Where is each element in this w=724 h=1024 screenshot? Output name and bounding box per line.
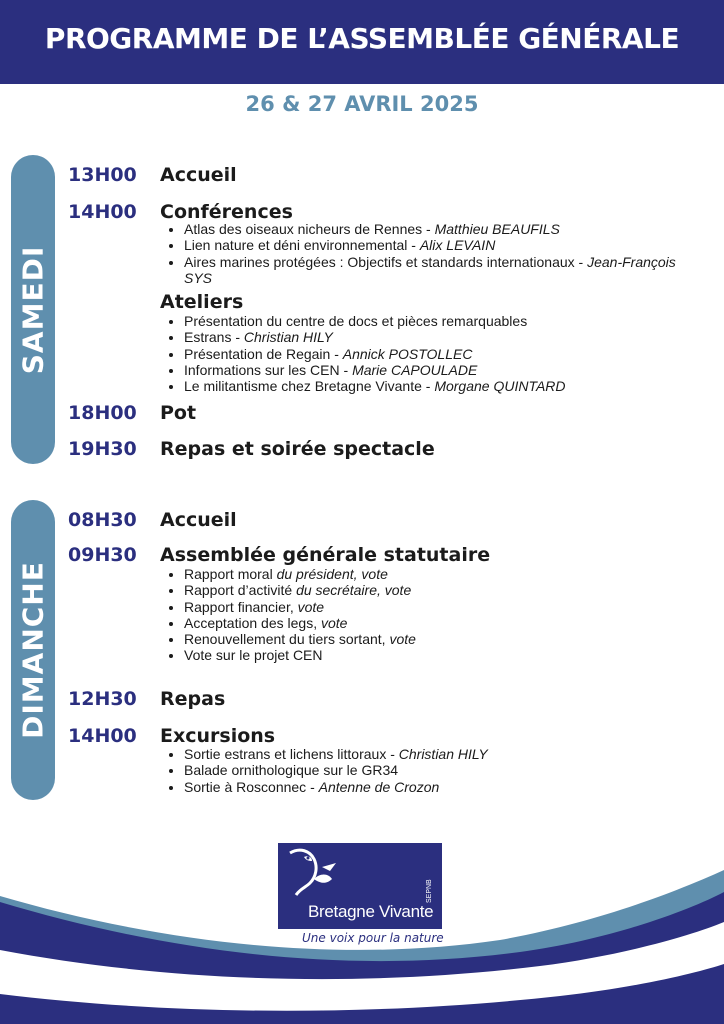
list-item: • Présentation de Regain - Annick POSTOLLEC xyxy=(184,346,704,362)
day-label-sunday: DIMANCHE xyxy=(16,561,50,739)
conference-list xyxy=(160,221,704,286)
schedule-time: 09H30 xyxy=(68,544,137,566)
schedule-title: Excursions xyxy=(160,725,276,747)
schedule-title: Accueil xyxy=(160,509,237,531)
list-item: • Rapport financier, vote xyxy=(184,599,704,615)
schedule-time: 19H30 xyxy=(68,438,137,460)
schedule-time: 12H30 xyxy=(68,688,137,710)
schedule-title: Conférences xyxy=(160,201,293,223)
list-item: • Estrans - Christian HILY xyxy=(184,329,704,345)
day-tab-sunday xyxy=(11,500,55,800)
bretagne-vivante-logo xyxy=(278,843,442,929)
list-item: • Lien nature et déni environnemental - Alix LEVAIN xyxy=(184,237,704,253)
logo-tagline: Une voix pour la nature xyxy=(302,931,444,945)
list-item: • Renouvellement du tiers sortant, vote xyxy=(184,631,704,647)
schedule-title: Pot xyxy=(160,402,197,424)
list-item: • Rapport d’activité du secrétaire, vote xyxy=(184,582,704,598)
list-item: • Sortie à Rosconnec - Antenne de Crozon xyxy=(184,779,704,795)
schedule-time: 14H00 xyxy=(68,725,137,747)
list-item: • Informations sur les CEN - Marie CAPOULADE xyxy=(184,362,704,378)
schedule-title: Ateliers xyxy=(160,291,244,313)
excursion-list xyxy=(160,746,704,795)
list-item: • Sortie estrans et lichens littoraux - Christian HILY xyxy=(184,746,704,762)
list-item: • Rapport moral du président, vote xyxy=(184,566,704,582)
header-banner xyxy=(0,0,724,84)
schedule-title: Repas xyxy=(160,688,226,710)
schedule-time: 08H30 xyxy=(68,509,137,531)
day-tab-saturday xyxy=(11,155,55,464)
list-item: • Présentation du centre de docs et pièces remarquables xyxy=(184,313,704,329)
day-label-saturday: SAMEDI xyxy=(16,245,50,374)
schedule-time: 14H00 xyxy=(68,201,137,223)
page-title: PROGRAMME DE L’ASSEMBLÉE GÉNÉRALE xyxy=(44,22,680,55)
logo-wordmark: Bretagne Vivante xyxy=(308,902,434,921)
list-item: • Atlas des oiseaux nicheurs de Rennes - Matthieu BEAUFILS xyxy=(184,221,704,237)
bird-logo-icon xyxy=(278,843,442,903)
list-item: • Balade ornithologique sur le GR34 xyxy=(184,762,704,778)
agm-agenda-list xyxy=(160,566,704,664)
schedule-time: 13H00 xyxy=(68,164,137,186)
event-date: 26 & 27 AVRIL 2025 xyxy=(245,92,479,116)
schedule-title: Repas et soirée spectacle xyxy=(160,438,435,460)
schedule-title: Accueil xyxy=(160,164,237,186)
list-item: • Le militantisme chez Bretagne Vivante - Morgane QUINTARD xyxy=(184,378,704,394)
workshop-list xyxy=(160,313,704,394)
schedule-time: 18H00 xyxy=(68,402,137,424)
list-item: • Acceptation des legs, vote xyxy=(184,615,704,631)
schedule-title: Assemblée générale statutaire xyxy=(160,544,491,566)
list-item: • Vote sur le projet CEN xyxy=(184,647,704,663)
list-item: • Aires marines protégées : Objectifs et standards internationaux - Jean-François SYS xyxy=(184,254,704,287)
logo-acronym: SEPNB xyxy=(426,879,433,903)
